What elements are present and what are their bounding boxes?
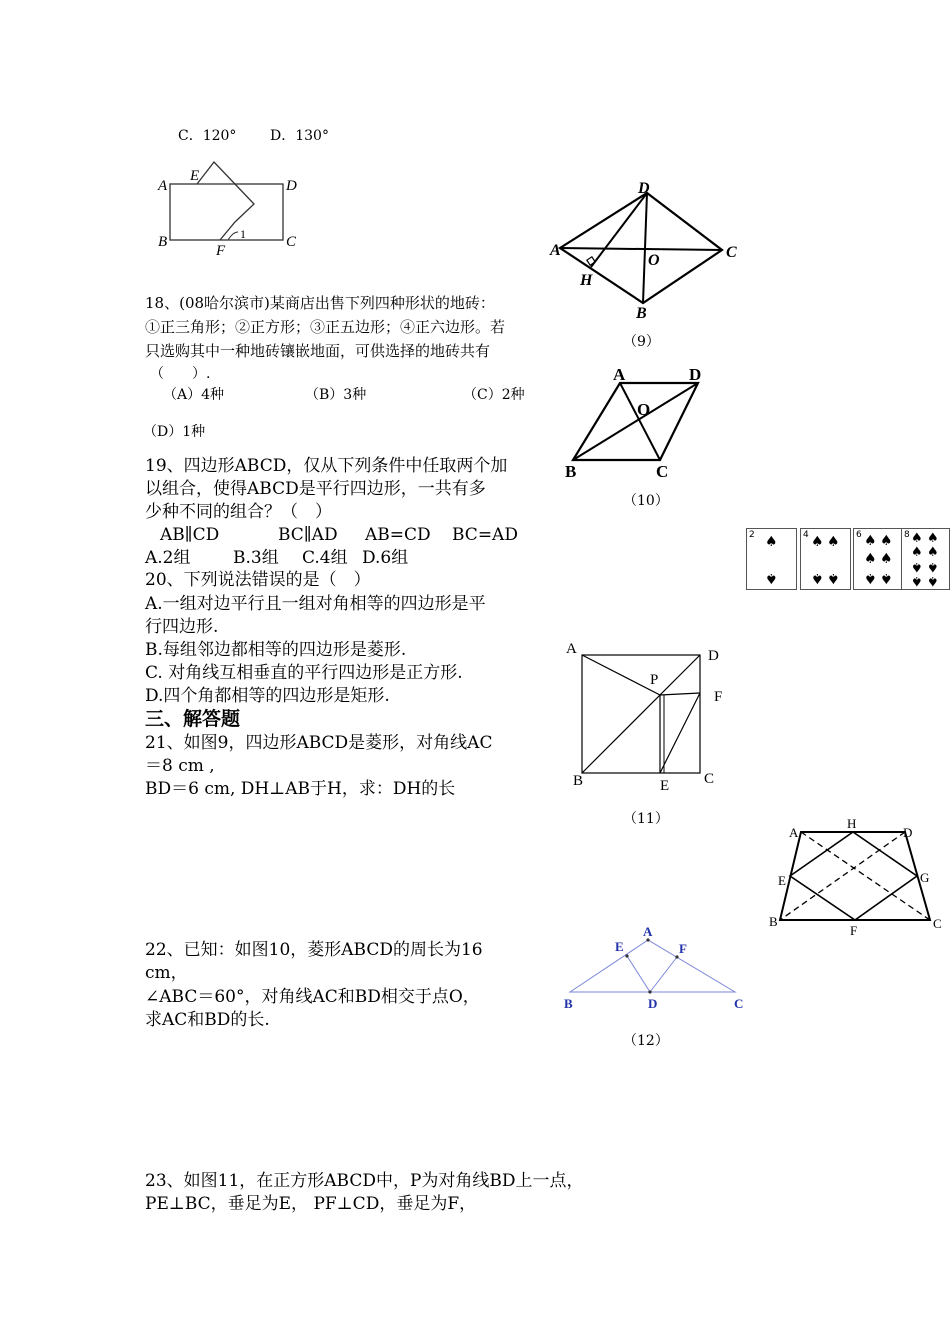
spade-icon: ♠ <box>927 559 939 574</box>
q19-cond-ab-parallel-cd: AB∥CD <box>160 525 220 545</box>
segment-ap <box>582 655 660 695</box>
trap-label-h: H <box>847 816 857 831</box>
spade-icon: ♠ <box>911 545 923 560</box>
figure-12-caption: （12） <box>623 1033 669 1049</box>
fig10-label-o: O <box>637 400 651 419</box>
spade-icon: ♠ <box>927 531 939 546</box>
trap-label-e: E <box>778 873 786 888</box>
fig9-label-a: A <box>550 242 561 259</box>
q20-option-d: D.四个角都相等的四边形是矩形. <box>145 686 390 706</box>
q22-line4: 求AC和BD的长. <box>145 1010 270 1030</box>
playing-card-8 <box>901 528 950 590</box>
fig9-label-b: B <box>636 305 647 322</box>
figure-9-rhombus <box>550 178 745 328</box>
card-rank: 8 <box>904 530 910 540</box>
fold-label-c: C <box>286 234 297 250</box>
spade-icon: ♠ <box>827 570 840 586</box>
spade-icon: ♠ <box>911 531 923 546</box>
spade-icon: ♠ <box>927 573 939 588</box>
option-c-120: C．120° <box>178 128 237 144</box>
spade-icon: ♠ <box>911 573 923 588</box>
figure-11-caption: （11） <box>623 811 669 827</box>
q19-option-d: D.6组 <box>362 548 409 568</box>
figure-12-triangle <box>560 922 750 1012</box>
q22-line2: cm， <box>145 963 188 983</box>
fig11-label-d: D <box>708 648 719 664</box>
fig10-label-c: C <box>656 462 669 481</box>
fold-label-f: F <box>216 243 226 259</box>
spade-icon: ♠ <box>927 545 939 560</box>
q19-option-b: B.3组 <box>233 548 279 568</box>
fig12-label-f: F <box>679 941 687 956</box>
fig12-label-b: B <box>564 996 573 1011</box>
trap-label-b: B <box>769 914 778 929</box>
spade-icon: ♠ <box>864 533 877 549</box>
diagonal-bd <box>582 655 700 773</box>
q19-line2: 以组合，使得ABCD是平行四边形，一共有多 <box>145 479 486 499</box>
figure-10-rhombus <box>563 365 713 485</box>
section-heading: 三、解答题 <box>145 708 241 730</box>
q20-option-a-line1: A.一组对边平行且一组对角相等的四边形是平 <box>145 594 486 614</box>
spade-icon: ♠ <box>827 534 840 550</box>
fig11-label-a: A <box>566 641 577 657</box>
q22-line3: ∠ABC＝60°，对角线AC和BD相交于点O， <box>145 987 480 1007</box>
card-rank: 6 <box>856 530 862 540</box>
spade-icon: ♠ <box>811 570 824 586</box>
card-rank: 4 <box>803 530 809 540</box>
fig11-label-b: B <box>573 773 584 789</box>
q19-line3: 少种不同的组合？（ ） <box>145 502 332 522</box>
fig11-label-f: F <box>714 689 723 705</box>
q23-line1: 23、如图11，在正方形ABCD中，P为对角线BD上一点， <box>145 1171 584 1191</box>
fold-label-a: A <box>158 178 168 194</box>
spade-icon: ♠ <box>880 533 893 549</box>
spade-icon: ♠ <box>765 570 778 586</box>
quad-ehgf <box>790 832 917 920</box>
diagonal-ac <box>560 248 722 250</box>
fold-figure <box>150 160 310 260</box>
fold-label-1: 1 <box>240 227 246 241</box>
option-d-130: D．130° <box>270 128 329 144</box>
q22-line1: 22、已知：如图10，菱形ABCD的周长为16 <box>145 940 483 960</box>
fig10-label-a: A <box>613 365 626 384</box>
fig9-label-o: O <box>648 252 660 269</box>
diagonal-ac <box>620 383 660 460</box>
figure-9-caption: （9） <box>623 334 660 350</box>
fig9-label-d: D <box>638 180 650 197</box>
segment-df <box>650 957 677 992</box>
diagonal-ac <box>801 832 930 920</box>
fig9-label-c: C <box>726 244 737 261</box>
trapezoid-figure <box>765 816 945 938</box>
fig12-label-e: E <box>615 939 624 954</box>
fold-label-d: D <box>286 178 297 194</box>
triangle-abc <box>570 940 735 992</box>
spade-icon: ♠ <box>911 559 923 574</box>
trap-label-g: G <box>920 870 930 885</box>
q18-line3: 只选购其中一种地砖镶嵌地面，可供选择的地砖共有 <box>145 342 491 360</box>
q18-line4: （ ）. <box>150 366 211 382</box>
diagonal-bd <box>643 193 647 303</box>
q19-cond-bc-parallel-ad: BC∥AD <box>278 525 338 545</box>
fig9-label-h: H <box>580 272 593 289</box>
q20-option-b: B.每组邻边都相等的四边形是菱形. <box>145 640 407 660</box>
q21-line1: 21、如图9，四边形ABCD是菱形，对角线AC <box>145 733 493 753</box>
trap-label-d: D <box>903 825 913 840</box>
q18-option-b: （B）3种 <box>305 387 367 403</box>
spade-icon: ♠ <box>880 570 893 586</box>
fig10-label-d: D <box>689 365 702 384</box>
q18-line2: ①正三角形；②正方形；③正五边形；④正六边形。若 <box>145 318 506 336</box>
q19-line1: 19、四边形ABCD，仅从下列条件中任取两个加 <box>145 456 508 476</box>
segment-de <box>627 956 650 992</box>
spade-icon: ♠ <box>811 534 824 550</box>
q20-option-c: C. 对角线互相垂直的平行四边形是正方形. <box>145 663 463 683</box>
angle-1-arc <box>228 232 238 240</box>
spade-icon: ♠ <box>864 551 877 567</box>
q19-cond-ab-eq-cd: AB=CD <box>365 525 431 545</box>
fold-label-e: E <box>190 168 200 184</box>
spade-icon: ♠ <box>864 570 877 586</box>
q21-line3: BD＝6 cm, DH⊥AB于H，求：DH的长 <box>145 779 456 799</box>
playing-card-6 <box>853 528 904 590</box>
fig12-label-d: D <box>648 996 658 1011</box>
trap-label-a: A <box>789 825 799 840</box>
q23-line2: PE⊥BC，垂足为E， PF⊥CD，垂足为F， <box>145 1194 477 1214</box>
fig12-label-a: A <box>643 924 653 939</box>
trap-label-f: F <box>850 923 858 938</box>
q19-cond-bc-eq-ad: BC=AD <box>452 525 518 545</box>
q20-stem: 20、下列说法错误的是（ ） <box>145 570 371 590</box>
q20-option-a-line2: 行四边形. <box>145 617 219 637</box>
fig11-label-c: C <box>704 771 715 787</box>
q19-option-c: C.4组 <box>302 548 348 568</box>
card-rank: 2 <box>749 530 755 540</box>
playing-card-4 <box>800 528 851 590</box>
q21-line2: ＝8 cm , <box>145 756 215 776</box>
segment-pf <box>660 693 700 695</box>
q19-option-a: A.2组 <box>145 548 191 568</box>
spade-icon: ♠ <box>765 534 778 550</box>
q18-option-d: （D）1种 <box>143 424 206 440</box>
q18-option-c: （C）2种 <box>463 387 525 403</box>
figure-11-square <box>560 638 730 798</box>
trapezoid-abcd <box>780 832 930 920</box>
fig11-label-p: P <box>650 672 659 688</box>
altitude-dh <box>591 193 647 267</box>
q18-option-a: （A）4种 <box>163 387 225 403</box>
figure-10-caption: （10） <box>623 493 669 509</box>
fig12-label-c: C <box>734 996 744 1011</box>
fig11-label-e: E <box>660 778 670 794</box>
fold-label-b: B <box>158 234 168 250</box>
playing-card-2 <box>746 528 797 590</box>
trap-label-c: C <box>933 916 942 931</box>
segment-ef <box>660 693 700 773</box>
q18-line1: 18、(08哈尔滨市)某商店出售下列四种形状的地砖： <box>145 294 495 312</box>
spade-icon: ♠ <box>880 551 893 567</box>
fig10-label-b: B <box>565 462 577 481</box>
